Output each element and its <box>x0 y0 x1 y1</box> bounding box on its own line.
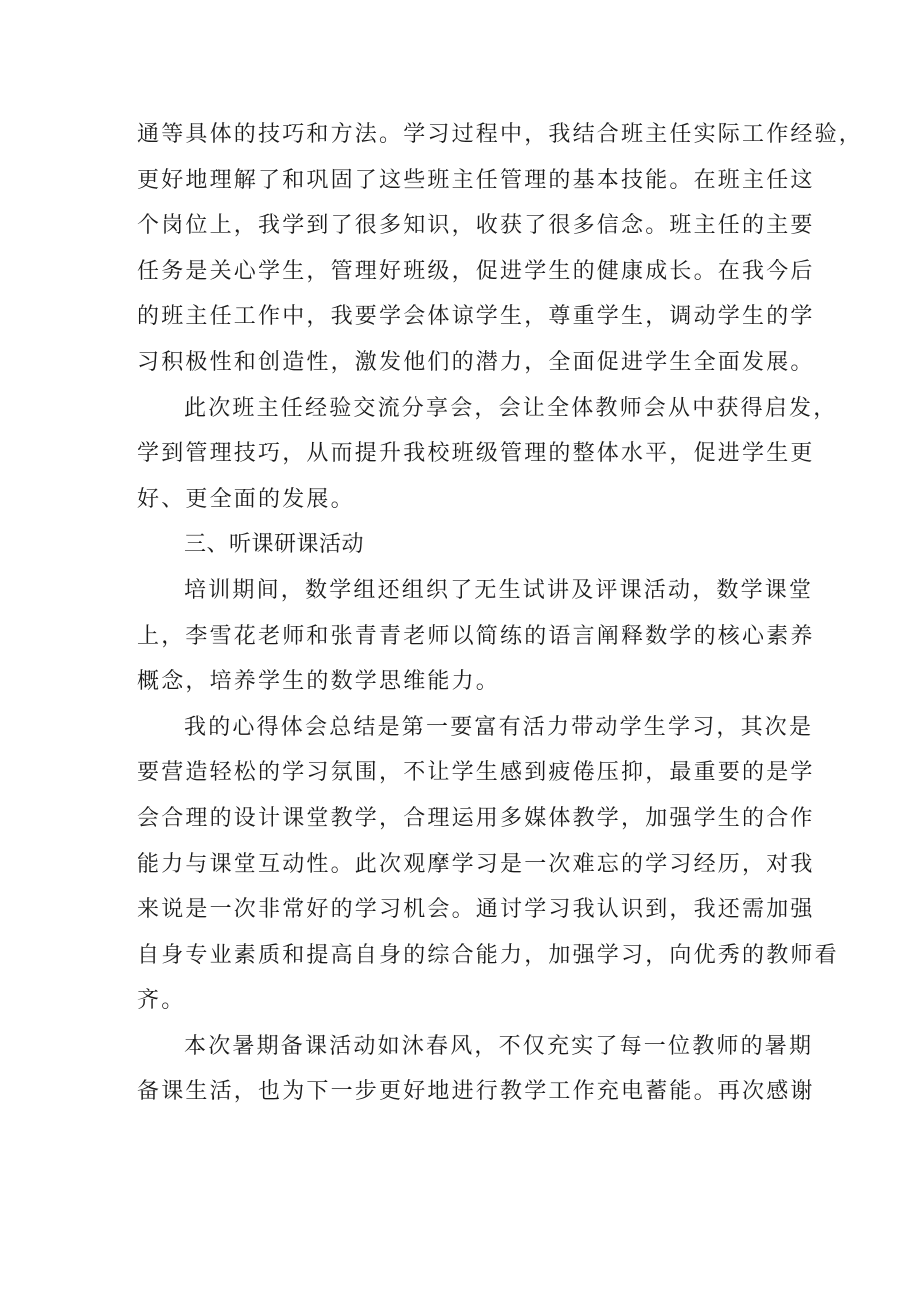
paragraph-line: 习积极性和创造性，激发他们的潜力，全面促进学生全面发展。 <box>137 349 815 375</box>
section-heading-text: 三、听课研课活动 <box>184 532 365 558</box>
paragraph-line: 通等具体的技巧和方法。学习过程中，我结合班主任实际工作经验， <box>137 122 864 147</box>
paragraph-line: 我的心得体会总结是第一要富有活力带动学生学习，其次是 <box>184 714 814 740</box>
paragraph-4 <box>137 705 839 1024</box>
paragraph-line: 要营造轻松的学习氛围，不让学生感到疲倦压抑，最重要的是学 <box>137 760 815 786</box>
paragraph-line: 的班主任工作中，我要学会体谅学生，尊重学生，调动学生的学 <box>137 304 815 330</box>
paragraph-line: 学到管理技巧，从而提升我校班级管理的整体水平，促进学生更 <box>137 441 815 467</box>
paragraph-3 <box>137 568 815 705</box>
paragraph-line: 好、更全面的发展。 <box>137 486 355 512</box>
paragraph-1 <box>137 112 864 386</box>
paragraph-line: 会合理的设计课堂教学，合理运用多媒体教学，加强学生的合作 <box>137 805 815 831</box>
paragraph-line: 此次班主任经验交流分享会，会让全体教师会从中获得启发， <box>184 395 838 421</box>
paragraph-line: 任务是关心学生，管理好班级，促进学生的健康成长。在我今后 <box>137 258 815 284</box>
paragraph-line: 来说是一次非常好的学习机会。通讨学习我认识到，我还需加强 <box>137 897 815 923</box>
section-heading <box>137 522 797 568</box>
paragraph-line: 能力与课堂互动性。此次观摩学习是一次难忘的学习经历，对我 <box>137 851 815 877</box>
paragraph-line: 概念，培养学生的数学思维能力。 <box>137 669 501 695</box>
paragraph-2 <box>137 386 838 523</box>
paragraph-line: 上，李雪花老师和张青青老师以简练的语言阐释数学的核心素养 <box>137 623 815 649</box>
paragraph-line: 本次暑期备课活动如沐春风，不仅充实了每一位教师的暑期 <box>184 1033 814 1059</box>
document-body <box>137 112 864 1115</box>
paragraph-line: 个岗位上，我学到了很多知识，收获了很多信念。班主任的主要 <box>137 213 815 239</box>
paragraph-line: 齐。 <box>137 988 186 1014</box>
paragraph-line: 更好地理解了和巩固了这些班主任管理的基本技能。在班主任这 <box>137 167 815 193</box>
paragraph-line: 自身专业素质和提高自身的综合能力，加强学习，向优秀的教师看 <box>137 942 839 968</box>
paragraph-line: 培训期间，数学组还组织了无生试讲及评课活动，数学课堂 <box>184 577 814 603</box>
paragraph-5 <box>137 1024 815 1115</box>
paragraph-line: 备课生活，也为下一步更好地进行教学工作充电蓄能。再次感谢 <box>137 1079 815 1105</box>
